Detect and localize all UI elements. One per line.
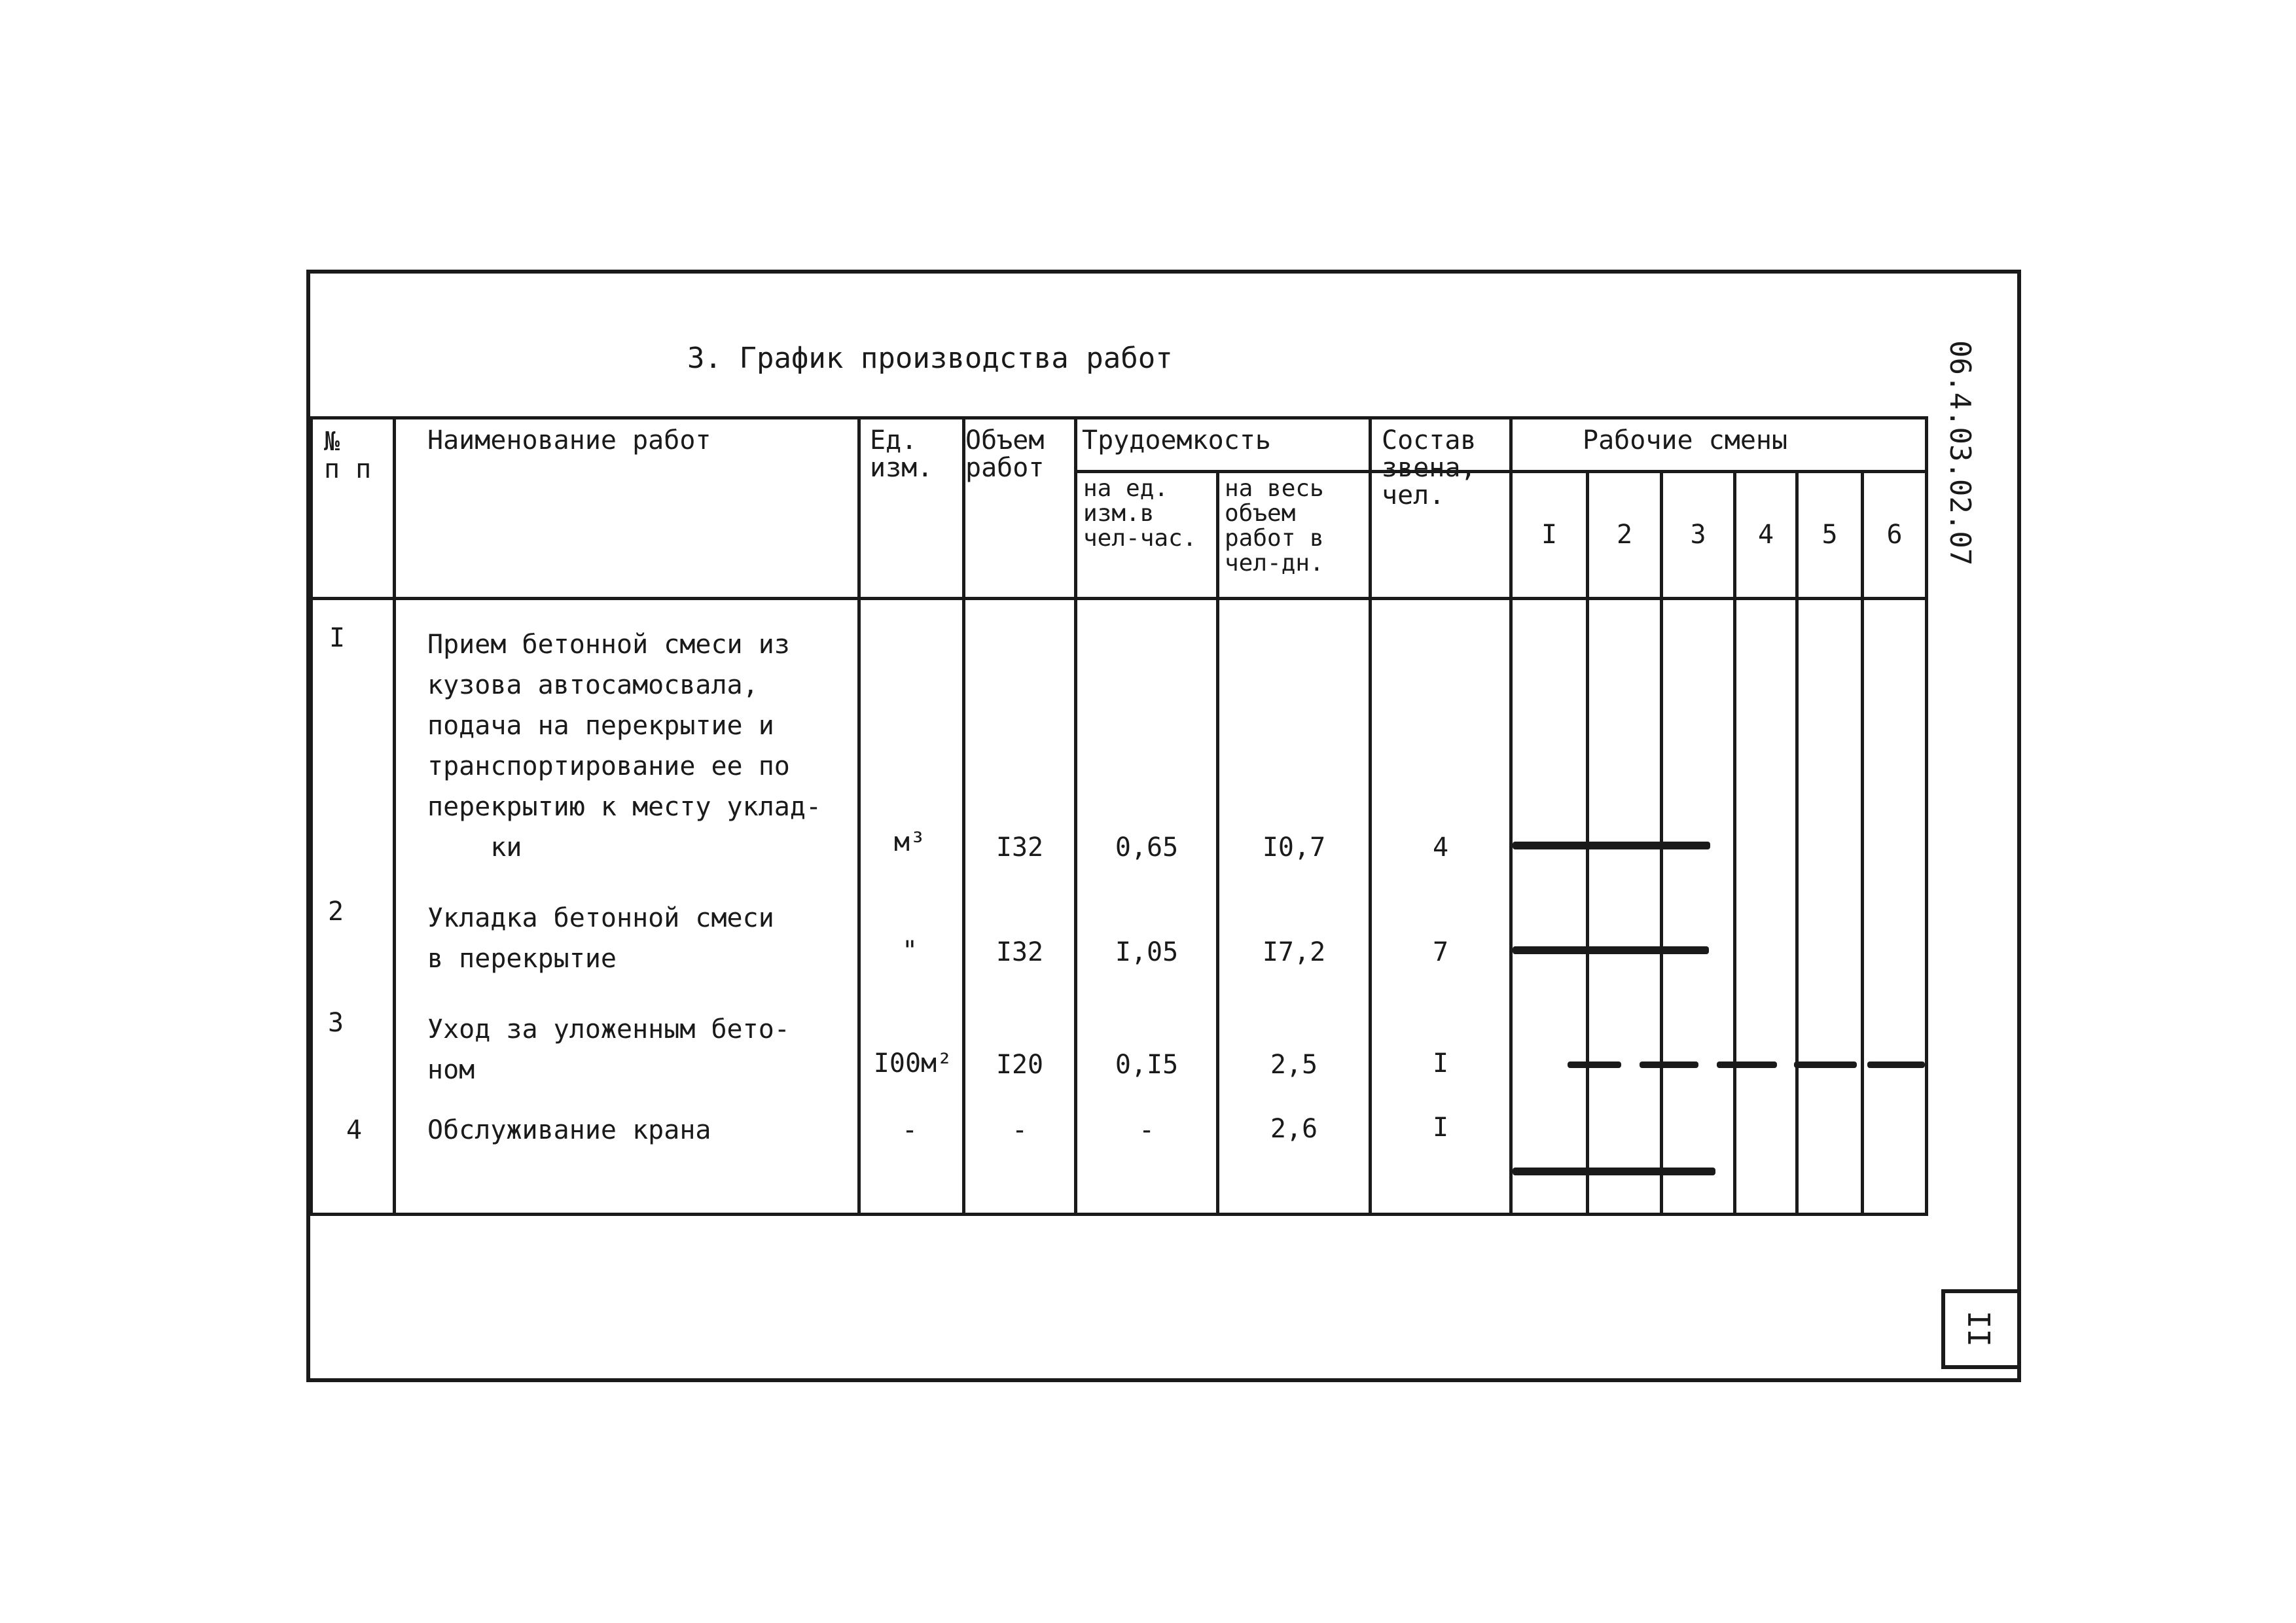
row-2-unit: ": [901, 936, 918, 966]
col-border-0: [310, 416, 313, 1216]
shift-number-1: I: [1541, 520, 1558, 550]
col-border-6: [1369, 416, 1372, 1216]
row-4-unit: -: [901, 1115, 918, 1145]
col-border-1: [393, 416, 396, 1216]
header-labor-total: на весь объем работ в чел-дн.: [1225, 475, 1324, 577]
shift-border-4: [1795, 470, 1799, 1216]
table-bottom-border: [310, 1213, 1928, 1216]
row-2-volume: I32: [996, 937, 1044, 967]
row-4-volume: -: [1011, 1115, 1028, 1145]
row-2-schedule-bar: [1513, 946, 1709, 954]
row-4-labor-total: 2,6: [1270, 1114, 1318, 1144]
row-3-unit: I00м²: [873, 1048, 953, 1079]
row-3-schedule-dash-1: [1568, 1061, 1621, 1068]
header-labor-per-unit: на ед. изм.в чел-час.: [1083, 475, 1197, 552]
page-number: II: [1962, 1310, 1998, 1347]
shift-number-4: 4: [1757, 520, 1774, 550]
header-sub-divider: [1074, 470, 1928, 473]
row-1-schedule-bar: [1513, 842, 1710, 849]
header-name: Наименование работ: [427, 425, 711, 455]
row-4-labor-per-unit: -: [1138, 1115, 1155, 1145]
header-volume: Объем работ: [965, 425, 1045, 483]
col-border-3: [962, 416, 965, 1216]
row-4-crew: I: [1432, 1113, 1449, 1143]
row-1-unit: м³: [893, 827, 926, 857]
header-unit: Ед. изм.: [870, 425, 933, 483]
document-code: 06.4.03.02.07: [1943, 340, 1977, 566]
row-1-volume: I32: [996, 832, 1044, 863]
row-3-labor-total: 2,5: [1270, 1050, 1318, 1080]
row-2-name: Укладка бетонной смеси в перекрытие: [427, 903, 774, 974]
row-1-labor-total: I0,7: [1262, 832, 1326, 863]
schedule-table: [310, 416, 1928, 1216]
row-3-schedule-dash-2: [1640, 1061, 1698, 1068]
row-3-name: Уход за уложенным бето- ном: [427, 1014, 790, 1085]
row-2-labor-total: I7,2: [1262, 937, 1326, 967]
row-2-num: 2: [328, 897, 344, 927]
page-number-box: [1941, 1289, 2021, 1369]
row-2-crew: 7: [1432, 937, 1449, 967]
row-3-schedule-dash-4: [1794, 1061, 1857, 1068]
shift-number-3: 3: [1690, 520, 1706, 550]
row-3-crew: I: [1432, 1048, 1449, 1079]
row-2-labor-per-unit: I,05: [1115, 937, 1179, 967]
row-1-num: I: [329, 623, 346, 653]
shift-number-6: 6: [1886, 520, 1903, 550]
shift-number-5: 5: [1821, 520, 1838, 550]
row-3-labor-per-unit: 0,I5: [1115, 1050, 1179, 1080]
header-shifts: Рабочие смены: [1583, 425, 1788, 455]
row-3-schedule-dash-3: [1717, 1061, 1777, 1068]
col-border-last: [1925, 416, 1928, 1216]
row-3-num: 3: [328, 1008, 344, 1038]
header-crew: Состав звена, чел.: [1382, 425, 1477, 510]
header-num: № п п: [324, 427, 372, 484]
col-border-2: [857, 416, 861, 1216]
row-1-name: Прием бетонной смеси из кузова автосамосвала, подача на перекрытие и транспортирование ее по перекрытию к месту уклад- ки: [427, 630, 822, 863]
row-1-labor-per-unit: 0,65: [1115, 832, 1179, 863]
shift-number-2: 2: [1616, 520, 1633, 550]
shift-border-3: [1733, 470, 1736, 1216]
table-top-border: [310, 416, 1928, 419]
header-labor: Трудоемкость: [1082, 425, 1271, 455]
row-1-crew: 4: [1432, 832, 1449, 863]
row-4-num: 4: [346, 1115, 363, 1145]
shift-border-5: [1861, 470, 1864, 1216]
row-3-schedule-dash-5: [1867, 1061, 1925, 1068]
row-4-schedule-bar: [1513, 1168, 1715, 1175]
row-3-volume: I20: [996, 1050, 1044, 1080]
row-4-name: Обслуживание крана: [427, 1115, 711, 1145]
header-bottom-border: [310, 597, 1928, 600]
col-border-4: [1074, 416, 1077, 1216]
page-title: 3. График производства работ: [687, 342, 1173, 375]
